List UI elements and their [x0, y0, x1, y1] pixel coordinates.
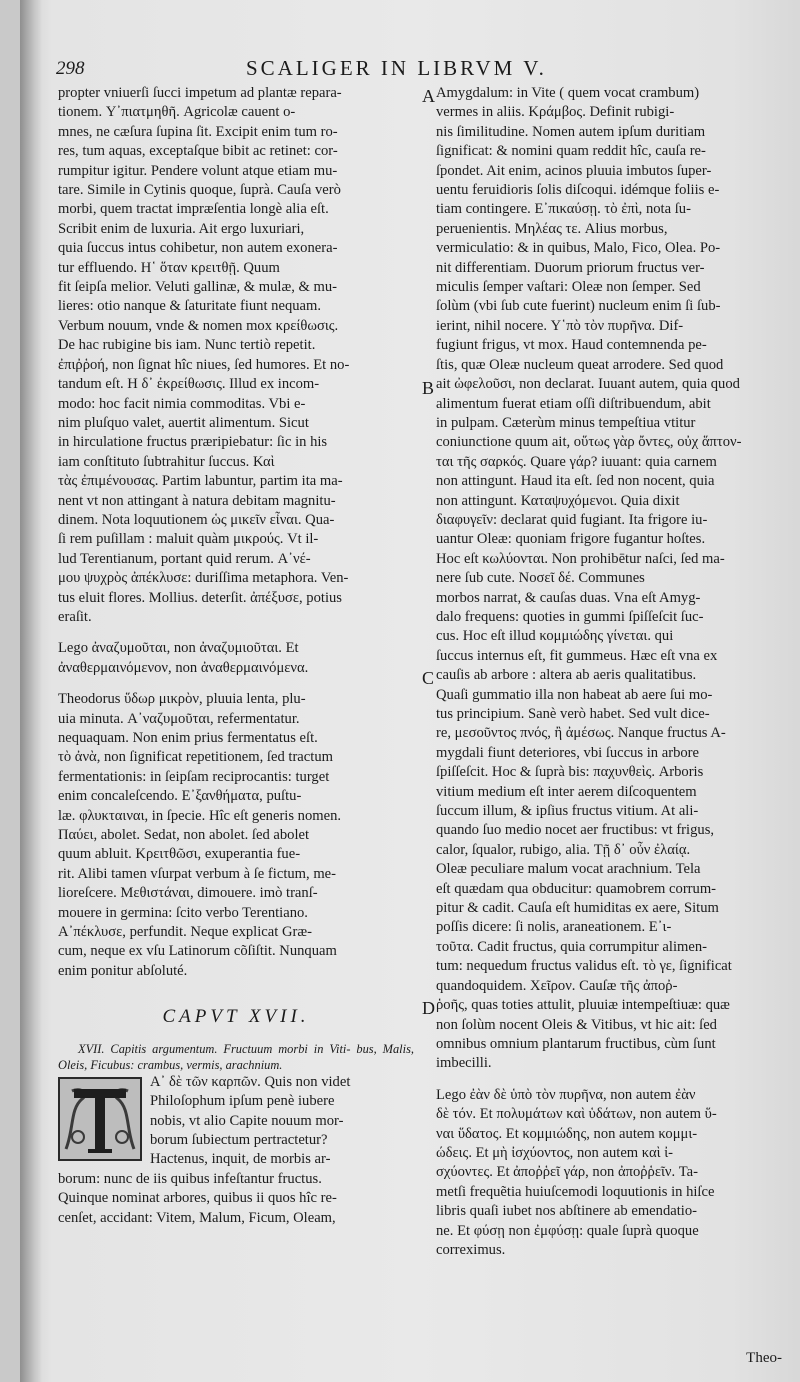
text-line: quia ſuccus intus cohibetur, non autem exonera-	[58, 240, 338, 257]
text-line: ſuccum illum, & ipſius fructus vitium. At ali-	[436, 803, 699, 820]
text-line: δὲ τόν. Et πολυμάτων καὶ ὑδάτων, non autem ὕ-	[436, 1106, 717, 1123]
dropcap-block	[58, 1073, 414, 1170]
text-line: dinem. Nota loquutionem ὡς μικεῖν εἶναι. Qua-	[58, 511, 335, 528]
text-line: propter vniuerſi ſucci impetum ad plantæ repara-	[58, 85, 342, 101]
text-line: tandum eſt. Η δ᾽ ἐκρείθωσις. Illud ex incom-	[58, 376, 320, 393]
text-line: ἐπιῤῥοή, non ſignat hîc niues, ſed humores. Et no-	[58, 356, 350, 373]
text-line: uia minuta. Α᾽ναζυμοῦται, refermentatur.	[58, 710, 300, 727]
text-line: Quinque nominat arbores, quibus ii quos hîc re-	[58, 1190, 337, 1207]
text-line: lioreſcere. Μεθιστάναι, dimouere. imò tranſ-	[58, 885, 318, 902]
text-line: Amygdalum: in Vite ( quem vocat crambum)	[436, 85, 700, 101]
text-line: Παύει, abolet. Sedat, non abolet. ſed abolet	[58, 827, 310, 844]
text-line: ναι ὕδατος. Et κομμιώδης, non autem κομμι-	[436, 1125, 698, 1142]
text-line: peruenientis. Μηλέας τε. Alius morbus,	[436, 220, 668, 237]
text-line: Theodorus ὕδωρ μικρὸν, pluuia lenta, plu-	[58, 691, 306, 708]
text-line: quandoquidem. Χεῖρον. Cauſæ τῆς ἀποῤ-	[436, 977, 678, 994]
text-line: cenſet, accidant: Vitem, Malum, Ficum, Oleam,	[58, 1209, 336, 1226]
left-paragraph-lego	[58, 639, 414, 678]
text-line: borum ſubiectum pertractetur?	[150, 1131, 328, 1148]
text-line: eraſit.	[58, 608, 92, 625]
text-line: Hoc eſt κωλύονται. Non prohibētur naſci, ſed ma-	[436, 550, 725, 567]
catchword: Theo-	[746, 1350, 782, 1366]
text-line: enim concaleſcendo. Ε᾽ξανθήματα, puſtu-	[58, 788, 302, 805]
text-line: ἀναθερμαινόμενον, non ἀναθερμαινόμενα.	[58, 659, 309, 676]
text-line: ſi rem puſillam : maluit quàm μικρούς. Vt il-	[58, 531, 319, 548]
ornamental-initial-t-icon	[58, 1077, 142, 1161]
text-line: imbecilli.	[436, 1055, 492, 1072]
text-line: διαφυγεῖν: declarat quid fugiant. Ita frigore iu-	[436, 511, 708, 528]
text-line: quum abluit. Κρειτθῶσι, exuperantia fue-	[58, 846, 301, 863]
text-line: uantur Oleæ: quoniam frigore fugantur hoſtes.	[436, 531, 706, 548]
text-line: Hactenus, inquit, de morbis ar-	[150, 1151, 331, 1168]
margin-letter-a: A	[422, 86, 435, 106]
margin-letter-b: B	[422, 378, 435, 398]
text-line: vermiculatio: & in quibus, Malo, Fico, Olea. Po-	[436, 240, 721, 257]
left-paragraph-theodorus	[58, 690, 414, 981]
text-line: miculis ſemper vaſtari: Oleæ non ſemper. Sed	[436, 279, 701, 296]
text-line: τὸ ἀνὰ, non ſignificat repetitionem, ſed tractum	[58, 749, 333, 766]
text-line: correximus.	[436, 1241, 506, 1258]
page-number: 298	[56, 58, 85, 79]
text-line: Philoſophum ipſum penè iubere	[150, 1093, 335, 1110]
text-line: tum: nequedum fructus validus eſt. τὸ γε, ſignificat	[436, 958, 732, 975]
chapter-argument: XVII. Capitis argumentum. Fructuum morbi in Viti- bus, Malis, Oleis, Ficubus: crambus, vermis, arachnium.	[58, 1041, 414, 1072]
text-line: res, tum aquas, exceptaſque bibit ac retinet: cor-	[58, 143, 338, 160]
text-line: mnes, ne cæſura ſupina ſit. Excipit enim tum ro-	[58, 123, 338, 140]
text-line: Oleæ peculiare malum vocat arachnium. Tela	[436, 861, 701, 878]
text-line: σχύοντες. Et ἀποῤῥεῖ γάρ, non ἀποῤῥεῖν. Ta-	[436, 1164, 699, 1181]
text-line: fermentationis: in ſeipſam reciprocantis: turget	[58, 768, 330, 785]
text-line: tionem. Υ᾽πιατμηθῆ. Agricolæ cauent o-	[58, 104, 296, 121]
text-line: rit. Alibi tamen vſurpat verbum à ſe fictum, me-	[58, 865, 337, 882]
margin-letter-d: D	[422, 998, 435, 1018]
text-line: μου ψυχρὸς ἀπέκλυσε: duriſſima metaphora. Ven-	[58, 570, 349, 587]
text-line: quando ſuo medio nocet aer fructibus: vt frigus,	[436, 822, 715, 839]
left-paragraph-1	[58, 84, 414, 627]
text-line: nit differentiam. Duorum priorum fructus ver-	[436, 259, 705, 276]
text-line: nere ſub cute. Νοσεῖ δέ. Communes	[436, 570, 645, 587]
text-line: ierint, nihil nocere. Υ῾πὸ τὸν πυρῆνα. Dif-	[436, 317, 684, 334]
right-paragraph-lego	[436, 1086, 798, 1261]
text-line: mygdali fiunt deteriores, vbi ſuccus in arbore	[436, 744, 700, 761]
text-line: nis ſimilitudine. Nomen autem ipſum duritiam	[436, 123, 706, 140]
text-line: τοῦτα. Cadit fructus, quia corrumpitur alimen-	[436, 938, 707, 955]
chapter-heading: CAPVT XVII.	[162, 1006, 310, 1028]
text-line: tiam contingere. Ε᾽πικαύσῃ. τὸ ἐπὶ, nota ſu-	[436, 201, 691, 218]
right-column	[436, 84, 798, 1260]
text-line: ne. Et φύσῃ non ἐμφύσῃ: quale ſuprà quoque	[436, 1222, 699, 1239]
text-line: tur effluendo. Η῾ ὅταν κρειτθῇ. Quum	[58, 259, 280, 276]
text-line: læ. φλυκταιναι, in ſpecie. Hîc eſt generis nomen.	[58, 807, 342, 824]
text-line: omnibus omnium plantarum fructibus, cùm ſunt	[436, 1035, 716, 1052]
text-line: alimentum fuerat etiam oſſi diſtribuendum, abit	[436, 395, 711, 412]
text-line: mouere in germina: ſcito verbo Terentiano.	[58, 904, 308, 921]
text-line: rumpitur igitur. Pendere volunt atque etiam mu-	[58, 162, 338, 179]
text-line: uentu feruidioris ſolis diſcoqui. idémque foliis e-	[436, 182, 720, 199]
text-line: cum, neque ex vſu Latinorum cõſiſtit. Nunquam	[58, 943, 337, 960]
text-line: metſi frequẽtia huiuſcemodi loquutionis in hiſce	[436, 1183, 715, 1200]
text-line: Scribit enim de luxuria. Ait ergo luxuriari,	[58, 220, 305, 237]
text-line: pitur & cadit. Cauſa eſt humiditas ex aere, Situm	[436, 900, 719, 917]
text-line: fit ſeipſa melior. Veluti gallinæ, & mulæ, & mu-	[58, 279, 338, 296]
text-line: in hirculatione fructus præripiebatur: ſic in his	[58, 434, 328, 451]
text-line: ῥοῆς, quas toties attulit, pluuiæ intempeſtiuæ: quæ	[436, 997, 730, 1014]
text-line: ſignificat: & nomini quam reddit hîc, cauſa re-	[436, 143, 706, 160]
text-line: Α᾽πέκλυσε, perfundit. Neque explicat Græ-	[58, 924, 312, 941]
margin-letter-c: C	[422, 668, 435, 688]
text-line: nobis, vt alio Capite nouum mor-	[150, 1112, 344, 1129]
text-line: A᾽ δὲ τῶν καρπῶν. Quis non videt	[150, 1073, 351, 1090]
text-line: non ſolùm nocent Oleis & Vitibus, vt hic ait: ſed	[436, 1016, 717, 1033]
text-line: nim pluſquo valet, auertit alimentum. Sicut	[58, 414, 309, 431]
text-line: in pulpam. Cæterùm minus tempeſtiua vtitur	[436, 414, 696, 431]
text-line: ſtis, quæ Oleæ nucleum queat arrodere. Sed quod	[436, 356, 724, 373]
text-line: Quaſi gummatio illa non habeat ab aere ſui mo-	[436, 686, 713, 703]
text-line: morbi, quem tractat impræſentia longè alia eſt.	[58, 201, 329, 218]
text-line: borum: nunc de iis quibus infeſtantur fructus.	[58, 1170, 322, 1187]
text-line: vermes in aliis. Κράμβος. Definit rubigi-	[436, 104, 675, 121]
text-line: tus eluit flores. Mollius. deterſit. ἀπέξυσε, potius	[58, 589, 342, 606]
text-line: enim ponitur abſoluté.	[58, 962, 188, 979]
book-page	[20, 0, 800, 1382]
text-line: ſolùm (vbi ſub cute fuerint) nucleum enim ſi ſub-	[436, 298, 721, 315]
text-line: re, μεσοῦντος πνός, ἢ ἀμέσως. Nanque fructus A-	[436, 725, 726, 742]
text-line: ώδεις. Et μὴ ἰσχύοντος, non autem καὶ ἰ-	[436, 1144, 674, 1161]
right-paragraph-1	[436, 84, 798, 1074]
text-line: lud Terentianum, portant quid rerum. Α᾽νέ-	[58, 550, 311, 567]
text-line: fugiunt frigus, vt mox. Haud contemnenda pe-	[436, 337, 707, 354]
text-line: eſt quædam qua obducitur: quamobrem corrum-	[436, 880, 717, 897]
text-line: coniunctione quum ait, οὕτως γὰρ ὄντες, οὐχ ἅπτον-	[436, 434, 742, 451]
text-line: non attingunt. Καταψυχόμενοι. Quia dixit	[436, 492, 680, 509]
text-line: Lego ἀναζυμοῦται, non ἀναζυμιοῦται. Et	[58, 640, 299, 657]
text-line: tare. Simile in Cytinis quoque, ſuprà. Cauſa verò	[58, 182, 341, 199]
text-line: cus. Hoc eſt illud κομμιώδης γίνεται. qui	[436, 628, 674, 645]
text-line: nent vt non attingant à natura debitam magnitu-	[58, 492, 336, 509]
text-line: dalo frequens: quoties in gummi ſpiſſeſcit ſuc-	[436, 608, 704, 625]
text-line: τὰς ἐπιμένουσας. Partim labuntur, partim ita ma-	[58, 473, 343, 490]
text-line: iam conſtituto ſubtrahitur ſuccus. Καὶ	[58, 453, 275, 470]
text-line: ſpondet. Ait enim, acinos pluuia imbutos ſuper-	[436, 162, 712, 179]
text-line: ait ὠφελοῦσι, non declarat. Iuuant autem, quia quod	[436, 376, 740, 393]
text-line: non attingunt. Haud ita eſt. ſed non nocent, quia	[436, 473, 715, 490]
text-line: ſuccus internus eſt, fit gummeus. Hæc eſt vna ex	[436, 647, 718, 664]
text-line: tus principium. Sanè verò habet. Sed vult dice-	[436, 706, 710, 722]
text-line: ται τῆς σαρκός. Quare γάρ? iuuant: quia carnem	[436, 453, 717, 470]
text-line: lieres: otio nanque & ſaturitate fiunt nequam.	[58, 298, 322, 315]
running-title: SCALIGER IN LIBRVM V.	[246, 56, 547, 80]
text-line: modo: hoc facit nimia commoditas. Vbi e-	[58, 395, 306, 412]
text-line: morbos narrat, & cauſas duas. Vna eſt Amyg-	[436, 589, 701, 606]
text-line: libris quaſi iubet nos abſtinere ab emendatio-	[436, 1203, 697, 1220]
left-paragraph-end	[58, 1170, 414, 1228]
text-line: ſpiſſeſcit. Hoc & ſuprà bis: παχυνθεὶς. Arboris	[436, 764, 704, 781]
text-line: Verbum nouum, vnde & nomen mox κρείθωσις.	[58, 317, 339, 334]
text-line: Lego ἐὰν δὲ ὑπὸ τὸν πυρῆνα, non autem ἐὰν	[436, 1086, 696, 1103]
text-line: cauſis ab arbore : altera ab aeris qualitatibus.	[436, 667, 697, 684]
text-line: De hac rubigine bis iam. Nunc tertiò repetit.	[58, 337, 316, 354]
text-line: vitium medium eſt inter aerem diſcoquentem	[436, 783, 697, 800]
text-line: calor, ſqualor, rubigo, alia. Τῇ δ᾽ οὖν ἐλαίᾳ.	[436, 841, 691, 858]
left-column	[58, 84, 414, 1228]
page-header	[56, 56, 796, 84]
gutter-shadow	[20, 0, 42, 1382]
text-line: nequaquam. Non enim prius fermentatus eſt.	[58, 730, 318, 746]
text-line: poſſis dicere: ſi nolis, araneationem. Ε᾽ι-	[436, 919, 672, 936]
